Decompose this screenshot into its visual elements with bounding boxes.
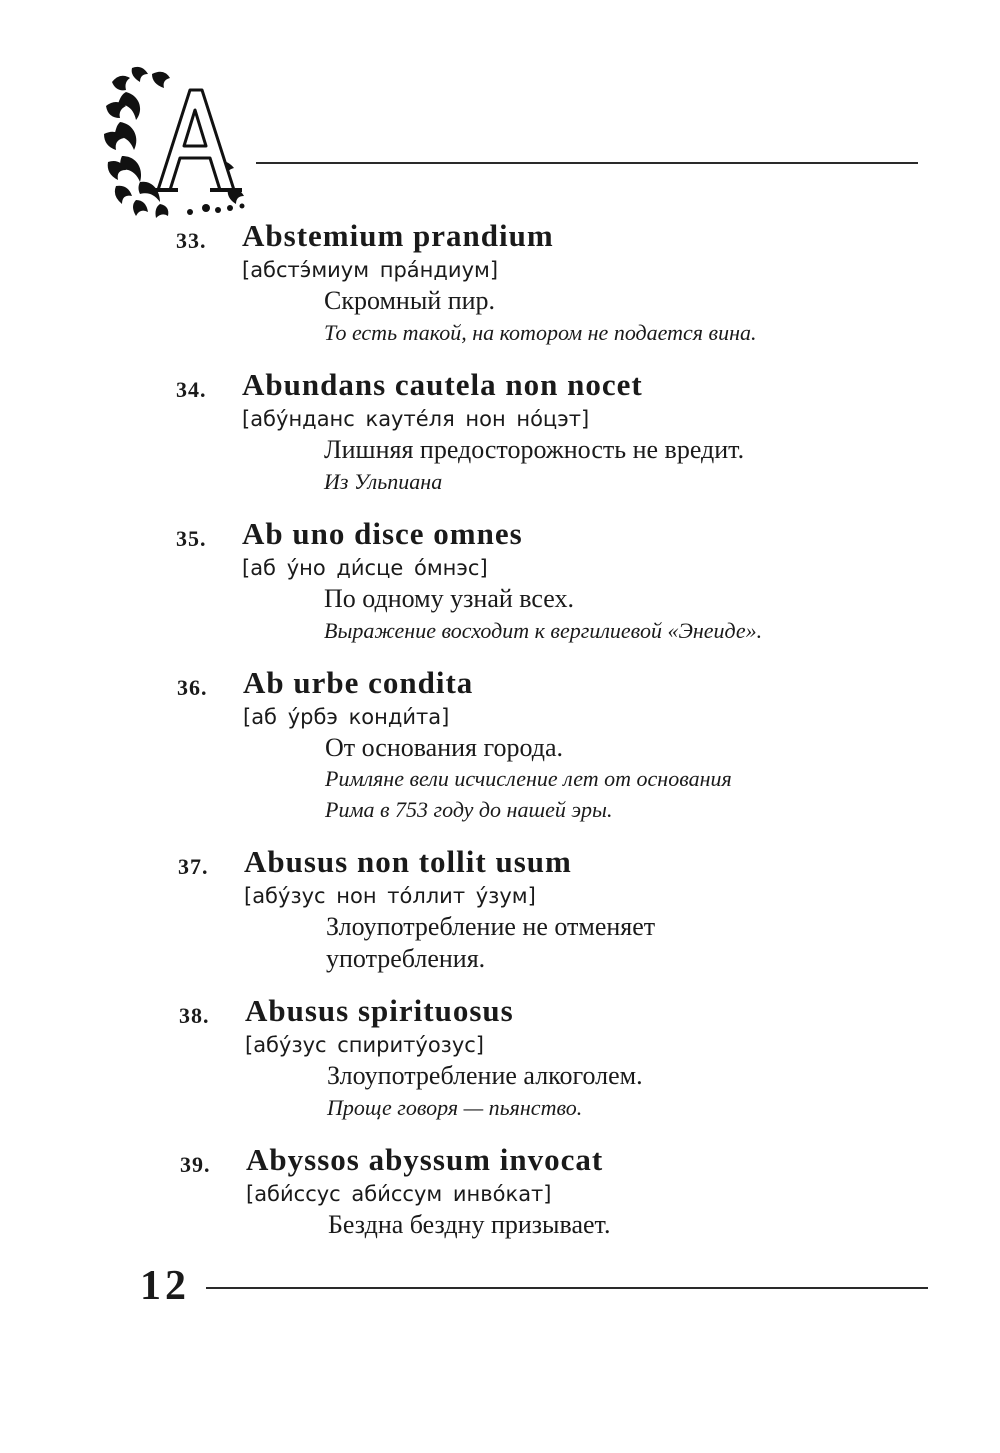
entry-pronunciation: [аб у́но ди́сце о́мнэс] [242,556,488,580]
entry-latin-phrase: Abundans cautela non nocet [242,367,643,402]
entry-translation: От основания города. [325,733,564,762]
entry-pronunciation: [абстэ́миум пра́ндиум] [242,258,499,282]
entry-note: Рима в 753 году до нашей эры. [325,797,613,822]
entry-number: 34. [176,377,207,402]
page-number: 12 [140,1263,190,1309]
entry-note: Из Ульпиана [324,469,443,494]
entry-note: Выражение восходит к вергилиевой «Энеиде». [324,618,763,643]
entry-number: 38. [179,1003,210,1028]
entry-number: 36. [177,675,208,700]
entry-translation: Бездна бездну призывает. [328,1210,611,1239]
entry-note: То есть такой, на котором не подается вина. [324,320,757,345]
entry-note: Проще говоря — пьянство. [327,1095,583,1120]
entry-translation: Скромный пир. [324,286,496,315]
entry-number: 33. [176,228,207,253]
entry-note: Римляне вели исчисление лет от основания [325,766,732,791]
entry-pronunciation: [абу́зус спириту́озус] [245,1033,484,1057]
entry-pronunciation: [абу́нданс кауте́ля нон но́цэт] [242,407,590,431]
entry-number: 39. [180,1152,211,1177]
entry-latin-phrase: Abusus non tollit usum [244,844,572,879]
entry-pronunciation: [аб у́рбэ конди́та] [243,705,450,729]
entry-latin-phrase: Ab urbe condita [243,665,474,700]
entry-latin-phrase: Abyssos abyssum invocat [246,1142,604,1177]
footer-rule [206,1287,928,1289]
entry-translation: Лишняя предосторожность не вредит. [324,435,745,464]
entry-number: 35. [176,526,207,551]
entry-latin-phrase: Ab uno disce omnes [242,516,523,551]
entry-translation: употребления. [326,944,486,973]
entry-pronunciation: [аби́ссус аби́ссум инво́кат] [246,1182,552,1206]
ornamental-initial-letter [102,62,260,218]
entry-pronunciation: [абу́зус нон то́ллит у́зум] [244,884,536,908]
entry-translation: Злоупотребление не отменяет [326,912,656,941]
entry-translation: Злоупотребление алкоголем. [327,1061,643,1090]
header-rule [256,162,918,164]
entry-number: 37. [178,854,209,879]
entry-translation: По одному узнай всех. [324,584,574,613]
entry-latin-phrase: Abusus spirituosus [245,993,514,1028]
entry-latin-phrase: Abstemium prandium [242,218,554,253]
